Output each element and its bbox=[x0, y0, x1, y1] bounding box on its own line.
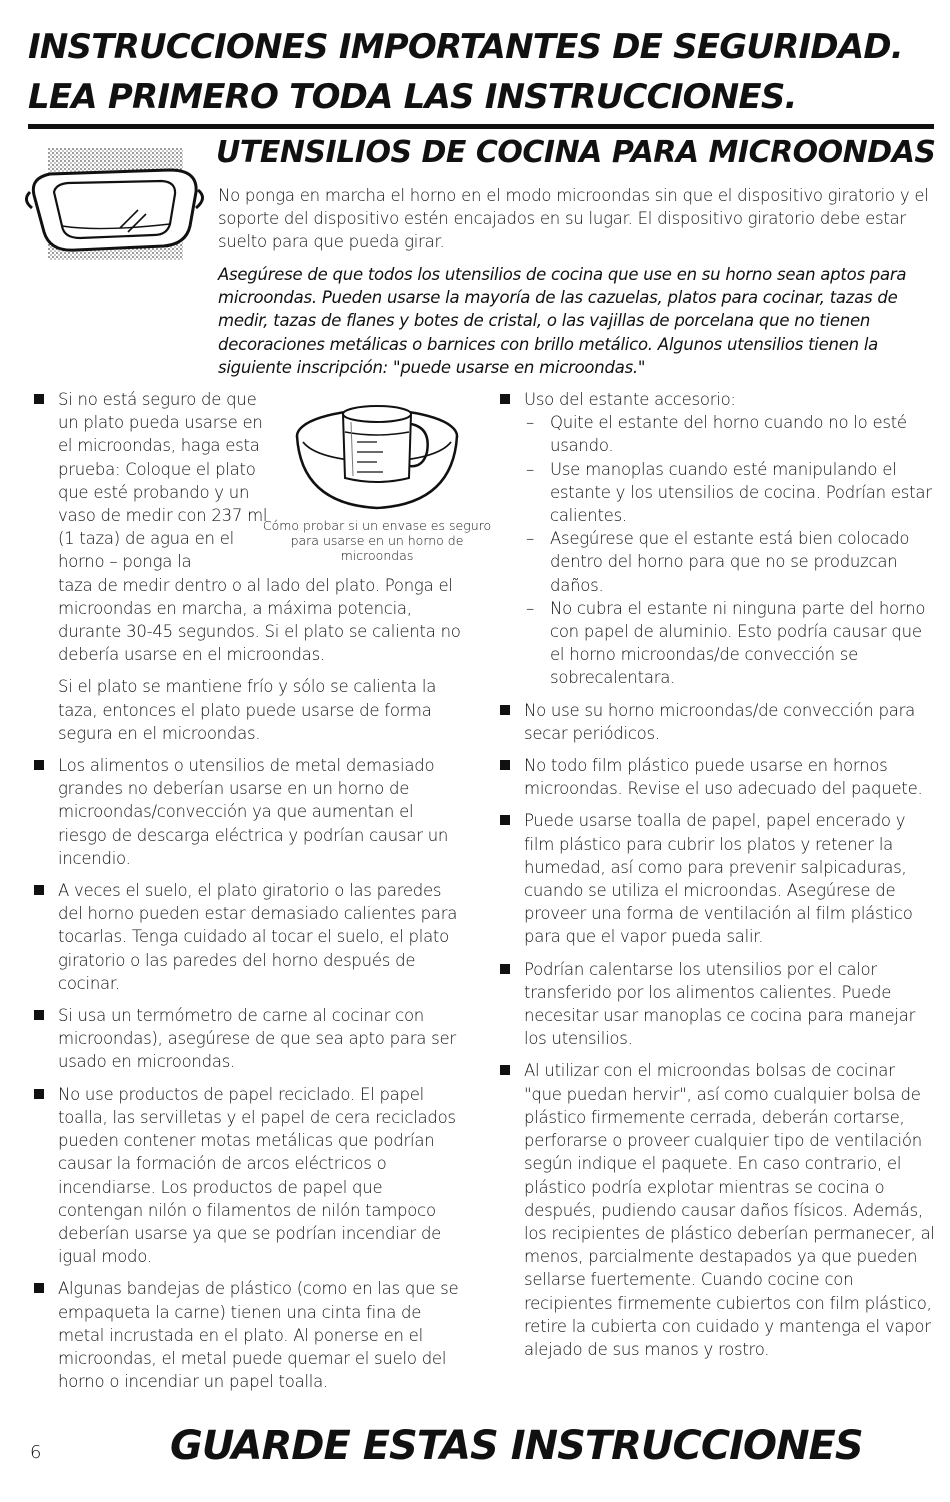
list-item: No use productos de papel reciclado. El papel toalla, las servilletas y el papel de cera reciclados pueden contener motas metálicas que podrían causar la formación de arcos eléctricos o incendiarse. Los productos de papel que contengan nilón o filamentos de nilón tampoco deberían usarse ya que se podrían incendiar de igual modo. bbox=[34, 1083, 466, 1269]
page-title bbox=[28, 22, 928, 122]
right-column bbox=[500, 388, 936, 1370]
page-title-line2: LEA PRIMERO TODA LAS INSTRUCCIONES. bbox=[28, 77, 797, 117]
first-item-wrap-text: Si no está seguro de que un plato pueda usarse en el microondas, haga esta prueba: Coloque el plato que esté probando y un vaso de medir con 237 ml (1 taza) de agua en el horno – ponga la bbox=[58, 390, 268, 572]
list-item: Al utilizar con el microondas bolsas de cocinar "que puedan hervir", así como cualquier bolsa de plástico firmemente cerrada, deberán cortarse, perforarse o proveer cualquier tipo de ventilación según indique el paquete. En caso contrario, el plástico podría explotar mientras se cocina o después, pudiendo causar daños físicos. Además, los recipientes de plástico deberían permanecer, al menos, parcialmente destapados ya que pueden sellarse fuertemente. Cuando cocine con recipientes firmemente cubiertos con film plástico, retire la cubierta con cuidado y mantenga el vapor alejado de sus manos y rostro. bbox=[500, 1059, 936, 1361]
list-item: Si usa un termómetro de carne al cocinar con microondas), asegúrese de que sea apto para ser usado en microondas. bbox=[34, 1004, 466, 1074]
section-heading: UTENSILIOS DE COCINA PARA MICROONDAS bbox=[216, 135, 936, 170]
list-item: Podrían calentarse los utensilios por el calor transferido por los alimentos calientes. Puede necesitar usar manoplas ce cocina para manejar los utensilios. bbox=[500, 958, 936, 1051]
sublist-item: – Asegúrese que el estante está bien colocado dentro del horno para que no se produzcan daños. bbox=[524, 527, 936, 597]
sublist-item: – Quite el estante del horno cuando no lo esté usando. bbox=[524, 411, 936, 457]
footer-title: GUARDE ESTAS INSTRUCCIONES bbox=[170, 1423, 863, 1469]
page-title-line1: INSTRUCCIONES IMPORTANTES DE SEGURIDAD. bbox=[28, 27, 903, 67]
first-item-followup: Si el plato se mantiene frío y sólo se calienta la taza, entonces el plato puede usarse de forma segura en el microondas. bbox=[58, 677, 437, 743]
rack-title: Uso del estante accesorio: bbox=[524, 390, 736, 409]
intro-italic-paragraph: Asegúrese de que todos los utensilios de cocina que use en su horno sean aptos para microondas. Pueden usarse la mayoría de las cazuelas, platos para cocinar, tazas de medir, tazas de flanes y botes de cristal, o las vajillas de porcelana que no tienen decoraciones metálicas o barnices con brillo metálico. Algunos utensilios tienen la siguiente inscripción: "puede usarse en microondas." bbox=[218, 265, 907, 377]
casserole-dish-icon bbox=[20, 140, 210, 270]
list-item-rack bbox=[500, 388, 936, 690]
list-item: Puede usarse toalla de papel, papel encerado y film plástico para cubrir los platos y retener la humedad, así como para prevenir salpicaduras, cuando se utiliza el microondas. Asegúrese de proveer una forma de ventilación al film plástico para que el vapor pueda salir. bbox=[500, 809, 936, 948]
list-item: A veces el suelo, el plato giratorio o las paredes del horno pueden estar demasiado calientes para tocarlas. Tenga cuidado al tocar el suelo, el plato giratorio o las paredes del horno después de cocinar. bbox=[34, 879, 466, 995]
list-item: Algunas bandejas de plástico (como en las que se empaqueta la carne) tienen una cinta fina de metal incrustada en el plato. Al ponerse en el microondas, el metal puede quemar el suelo del horno o incendiar un papel toalla. bbox=[34, 1277, 466, 1393]
title-divider bbox=[28, 124, 934, 129]
list-item: No use su horno microondas/de convección para secar periódicos. bbox=[500, 699, 936, 745]
test-figure bbox=[262, 388, 492, 563]
list-item: No todo film plástico puede usarse en hornos microondas. Revise el uso adecuado del paquete. bbox=[500, 754, 936, 800]
list-item: Los alimentos o utensilios de metal demasiado grandes no deberían usarse en un horno de microondas/convección ya que aumentan el riesgo de descarga eléctrica y podrían causar un incendio. bbox=[34, 754, 466, 870]
figure-caption: Cómo probar si un envase es seguro para usarse en un horno de microondas bbox=[262, 518, 492, 563]
rack-sublist bbox=[524, 411, 936, 689]
left-column bbox=[34, 388, 492, 1402]
bowl-with-measuring-cup-icon bbox=[287, 392, 467, 512]
sublist-item: – Use manoplas cuando esté manipulando el estante y los utensilios de cocina. Podrían estar calientes. bbox=[524, 458, 936, 528]
list-item bbox=[34, 388, 492, 666]
first-item-rest-text: taza de medir dentro o al lado del plato. Ponga el microondas en marcha, a máxima potencia, durante 30-45 segundos. Si el plato se calienta no debería usarse en el microondas. bbox=[58, 575, 461, 665]
intro-paragraph: No ponga en marcha el horno en el modo microondas sin que el dispositivo giratorio y el soporte del dispositivo estén encajados en su lugar. El dispositivo giratorio debe estar suelto para que pueda girar. bbox=[218, 186, 929, 252]
page-number: 6 bbox=[30, 1442, 42, 1463]
sublist-item: – No cubra el estante ni ninguna parte del horno con papel de aluminio. Esto podría causar que el horno microondas/de convección se sobrecalentara. bbox=[524, 597, 936, 690]
